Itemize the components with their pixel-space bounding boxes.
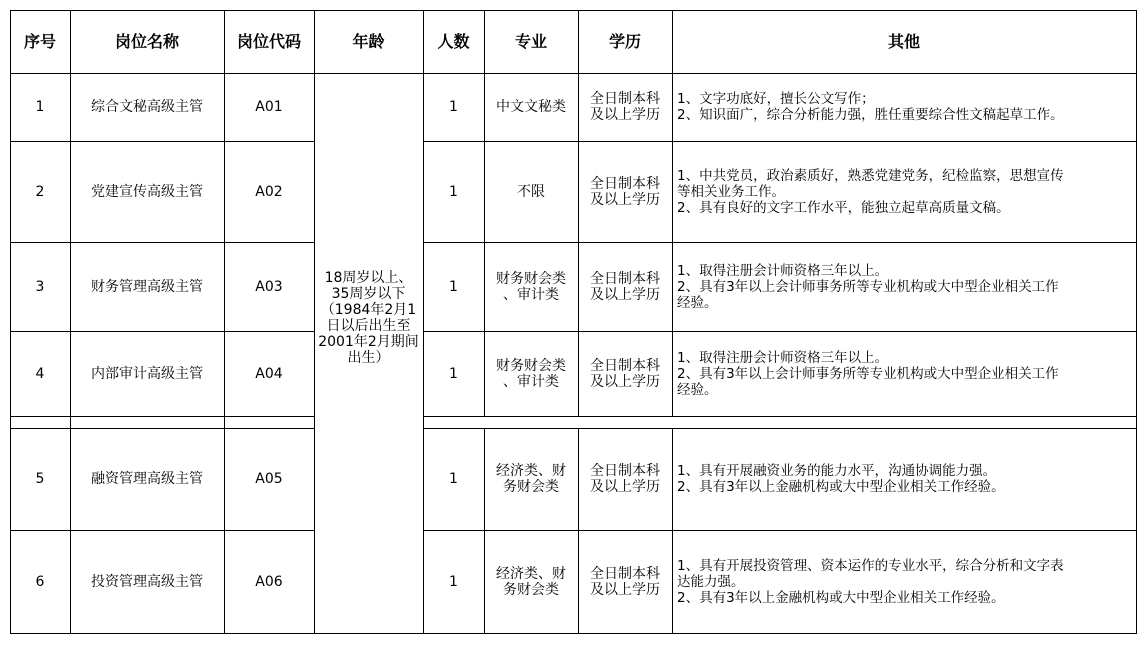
age-requirement: 18周岁以上、 35周岁以下 （1984年2月1 日以后出生至 2001年2月期间 出生） xyxy=(318,270,419,366)
row-count: 1 xyxy=(449,573,458,590)
row-code: A03 xyxy=(255,278,283,295)
header-name: 岗位名称 xyxy=(114,31,179,51)
row-other: 1、中共党员，政治素质好，熟悉党建党务，纪检监察，思想宣传 等相关业务工作。 2、具有良好的文字工作水平，能独立起草高质量文稿。 xyxy=(677,167,1064,216)
row-code: A01 xyxy=(255,99,283,115)
row-count: 1 xyxy=(449,183,458,200)
row-edu: 全日制本科 及以上学历 xyxy=(590,270,660,303)
header-no: 序号 xyxy=(23,31,56,51)
row-major: 财务财会类 、审计类 xyxy=(496,357,566,390)
row-no: 4 xyxy=(35,365,45,382)
row-no: 6 xyxy=(35,573,45,590)
row-name: 内部审计高级主管 xyxy=(91,365,203,382)
row-no: 5 xyxy=(35,471,45,487)
row-edu: 全日制本科 及以上学历 xyxy=(590,357,660,390)
row-no: 2 xyxy=(35,183,45,200)
row-no: 3 xyxy=(35,278,45,295)
row-name: 党建宣传高级主管 xyxy=(91,183,203,200)
row-count: 1 xyxy=(449,471,458,487)
row-edu: 全日制本科 及以上学历 xyxy=(590,463,660,495)
row-code: A04 xyxy=(255,365,283,382)
header-other: 其他 xyxy=(887,31,920,51)
row-edu: 全日制本科 及以上学历 xyxy=(590,91,660,123)
header-major: 专业 xyxy=(514,31,547,51)
row-count: 1 xyxy=(449,365,458,382)
row-code: A06 xyxy=(255,573,283,590)
row-major: 经济类、财 务财会类 xyxy=(496,463,566,495)
row-edu: 全日制本科 及以上学历 xyxy=(590,175,660,208)
header-code: 岗位代码 xyxy=(236,31,301,51)
row-other: 1、文字功底好，擅长公文写作； 2、知识面广，综合分析能力强，胜任重要综合性文稿起草工作。 xyxy=(677,91,1064,123)
row-other: 1、取得注册会计师资格三年以上。 2、具有3年以上会计师事务所等专业机构或大中型企业相关工作 经验。 xyxy=(677,262,1059,311)
header-edu: 学历 xyxy=(608,31,641,51)
row-other: 1、具有开展融资业务的能力水平，沟通协调能力强。 2、具有3年以上金融机构或大中型企业相关工作经验。 xyxy=(677,463,1005,495)
row-count: 1 xyxy=(449,99,458,115)
row-other: 1、具有开展投资管理、资本运作的专业水平，综合分析和文字表 达能力强。 2、具有3年以上金融机构或大中型企业相关工作经验。 xyxy=(677,557,1064,606)
row-other: 1、取得注册会计师资格三年以上。 2、具有3年以上会计师事务所等专业机构或大中型企业相关工作 经验。 xyxy=(677,349,1059,398)
header-count: 人数 xyxy=(437,31,470,51)
row-name: 财务管理高级主管 xyxy=(91,278,203,295)
row-count: 1 xyxy=(449,278,458,295)
row-edu: 全日制本科 及以上学历 xyxy=(590,565,660,598)
row-major: 经济类、财 务财会类 xyxy=(496,565,566,598)
row-major: 中文文秘类 xyxy=(496,99,566,115)
row-major: 财务财会类 、审计类 xyxy=(496,270,566,303)
row-code: A02 xyxy=(255,183,283,200)
header-age: 年龄 xyxy=(352,31,385,51)
row-no: 1 xyxy=(35,99,45,115)
row-name: 投资管理高级主管 xyxy=(91,573,203,590)
row-name: 综合文秘高级主管 xyxy=(91,99,203,115)
row-code: A05 xyxy=(255,471,283,487)
row-major: 不限 xyxy=(517,183,545,200)
row-name: 融资管理高级主管 xyxy=(91,471,203,487)
